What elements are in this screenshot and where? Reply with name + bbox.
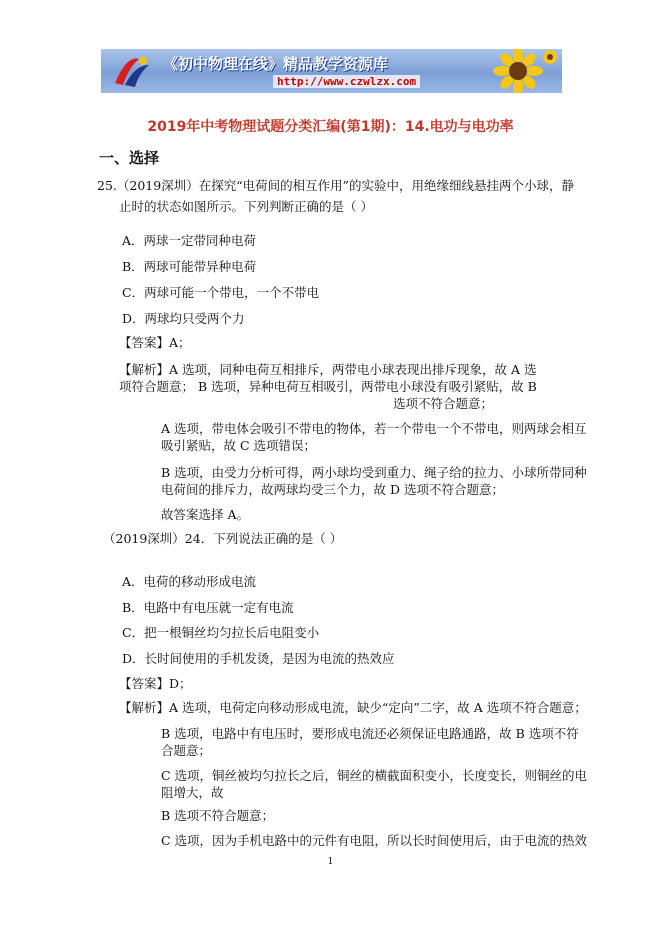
q25-analysis-line: 【解析】A 选项，同种电荷互相排斥，两带电小球表现出排斥现象，故 A 选 bbox=[119, 362, 537, 377]
q24-analysis-line: C 选项，铜丝被均匀拉长之后，铜丝的横截面积变小，长度变长，则铜丝的电 bbox=[161, 768, 588, 783]
q25-analysis-line: A 选项，带电体会吸引不带电的物体，若一个带电一个不带电，则两球会相互 bbox=[161, 421, 587, 436]
q24-analysis-line: 阻增大，故 bbox=[161, 785, 224, 800]
q24-option-c: C．把一根铜丝均匀拉长后电阻变小 bbox=[122, 625, 320, 640]
q24-option-a: A．电荷的移动形成电流 bbox=[122, 574, 257, 589]
q24-option-b: B．电路中有电压就一定有电流 bbox=[122, 600, 294, 615]
q25-stem-line1: 25.（2019深圳）在探究“电荷间的相互作用”的实验中，用绝缘细线悬挂两个小球，静 bbox=[97, 178, 574, 193]
q25-analysis-line: 吸引紧贴，故 C 选项错误； bbox=[161, 438, 317, 453]
q25-option-b: B．两球可能带异种电荷 bbox=[122, 259, 257, 274]
q25-option-c: C．两球可能一个带电，一个不带电 bbox=[122, 285, 320, 300]
logo-icon bbox=[109, 53, 153, 89]
q24-answer: 【答案】D； bbox=[119, 676, 192, 691]
q25-answer: 【答案】A； bbox=[119, 335, 191, 350]
banner-url: http://www.czwlzx.com bbox=[273, 75, 420, 88]
q25-analysis-line: 电荷间的排斥力，故两球均受三个力，故 D 选项不符合题意； bbox=[161, 482, 504, 497]
q24-analysis-line: B 选项不符合题意； bbox=[161, 808, 275, 823]
q25-stem-line2: 止时的状态如图所示。下列判断正确的是（ ） bbox=[119, 199, 373, 214]
q24-analysis-line: 【解析】A 选项，电荷定向移动形成电流，缺少“定向”二字，故 A 选项不符合题意； bbox=[119, 700, 587, 715]
q24-stem: （2019深圳）24．下列说法正确的是（ ） bbox=[103, 531, 343, 546]
q25-option-d: D．两球均只受两个力 bbox=[122, 311, 245, 326]
q24-analysis-line: 合题意； bbox=[161, 743, 212, 758]
section-heading: 一、选择 bbox=[99, 149, 160, 167]
q25-analysis-line: 项符合题意； B 选项，异种电荷互相吸引，两带电小球没有吸引紧贴，故 B bbox=[119, 379, 537, 394]
page-number: 1 bbox=[327, 857, 334, 867]
q24-analysis-line: C 选项，因为手机电路中的元件有电阻，所以长时间使用后，由于电流的热效 bbox=[161, 833, 588, 848]
q25-analysis-line: B 选项，由受力分析可得，两小球均受到重力、绳子给的拉力、小球所带同种 bbox=[161, 465, 587, 480]
sunflower-icon bbox=[490, 49, 560, 93]
q24-analysis-line: B 选项，电路中有电压时，要形成电流还必须保证电路通路，故 B 选项不符 bbox=[161, 726, 579, 741]
q24-option-d: D．长时间使用的手机发烫，是因为电流的热效应 bbox=[122, 651, 395, 666]
banner-title: 《初中物理在线》精品教学资源库 bbox=[163, 55, 389, 73]
header-banner bbox=[101, 49, 562, 93]
q25-analysis-line: 选项不符合题意； bbox=[393, 396, 494, 411]
q25-option-a: A．两球一定带同种电荷 bbox=[122, 233, 257, 248]
q25-analysis-line: 故答案选择 A。 bbox=[161, 507, 250, 522]
document-title: 2019年中考物理试题分类汇编(第1期)：14.电功与电功率 bbox=[147, 119, 514, 135]
